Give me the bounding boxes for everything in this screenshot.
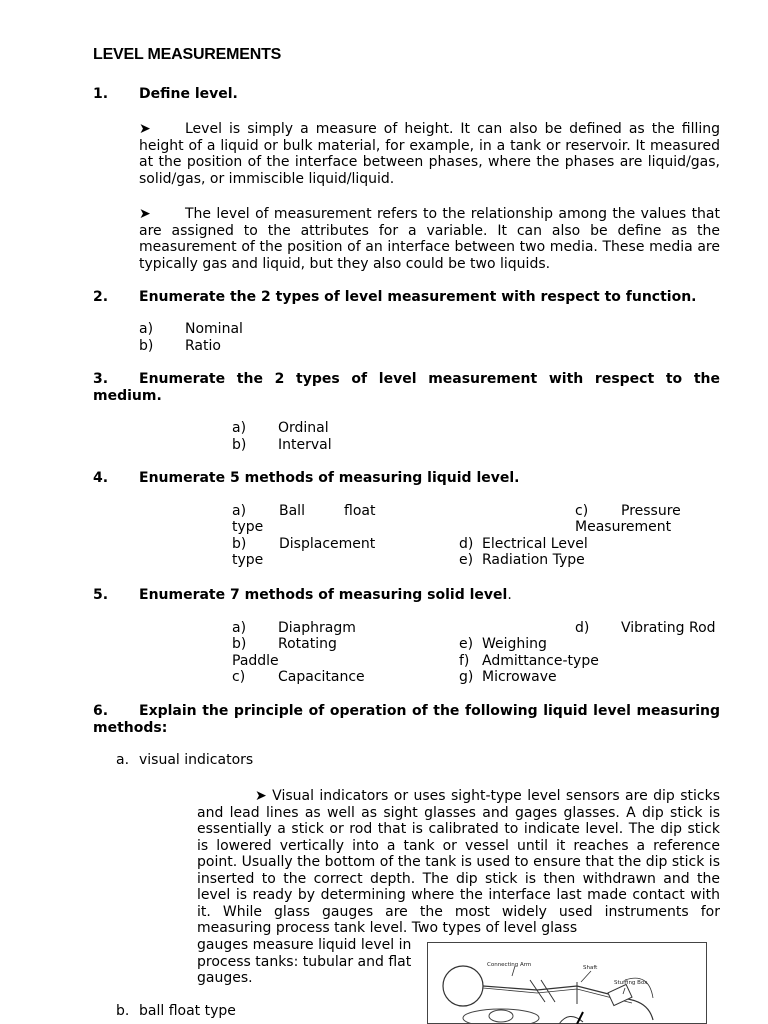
question-text: Enumerate the 2 types of level measurement with respect to function. bbox=[139, 289, 697, 305]
list-item: e) Weighing bbox=[459, 636, 547, 652]
list-item-label: a) bbox=[232, 503, 247, 519]
question-1 bbox=[93, 86, 720, 103]
list-item-text: type bbox=[232, 552, 264, 568]
list-item-text: Displacement bbox=[279, 536, 376, 552]
question-number: 4. bbox=[93, 470, 109, 486]
question-text: Explain the principle of operation of the following liquid level measuring methods: bbox=[93, 703, 720, 736]
question-text: Define level. bbox=[139, 86, 238, 102]
list-item: d) Electrical Level bbox=[459, 536, 588, 552]
list-item: a) Diaphragm bbox=[232, 620, 356, 636]
list-item: g) Microwave bbox=[459, 669, 557, 685]
list-item-text: Vibrating Rod bbox=[621, 620, 716, 636]
list-item-label: d) bbox=[575, 620, 590, 636]
list-item: a) Ordinal bbox=[232, 420, 329, 436]
list-item: e) Radiation Type bbox=[459, 552, 585, 568]
label-shaft: Shaft bbox=[583, 965, 598, 971]
question-2 bbox=[93, 289, 720, 306]
question-number: 2. bbox=[93, 289, 109, 305]
list-item: c) Capacitance bbox=[232, 669, 365, 685]
question-number: 3. bbox=[93, 371, 109, 387]
q6a-paragraph-cont: gauges measure liquid level in process tanks: tubular and flat gauges. bbox=[197, 937, 412, 986]
list-item: b) Ratio bbox=[139, 338, 221, 354]
list-item-text: Ball bbox=[279, 503, 305, 519]
list-item: b) Interval bbox=[232, 437, 332, 453]
arrow-bullet-icon: ➤ bbox=[255, 788, 273, 804]
label-stuffing-box: Stuffing Box bbox=[614, 980, 648, 986]
page-title: LEVEL MEASUREMENTS bbox=[93, 46, 282, 63]
ball-float-diagram bbox=[427, 942, 707, 1024]
label-connecting-arm: Connecting Arm bbox=[487, 962, 532, 968]
q1-bullet-2: ➤ The level of measurement refers to the relationship among the values that are assigned to the attributes for a variable. It can also be define as the measurement of the position of an interface between two media. These media are typically gas and liquid, but they also could be two liquids. bbox=[139, 206, 720, 272]
list-item-label: c) bbox=[575, 503, 589, 519]
arrow-bullet-icon: ➤ bbox=[139, 206, 151, 222]
question-number: 5. bbox=[93, 587, 109, 603]
sub-item-a: a. visual indicators bbox=[116, 752, 254, 768]
question-3 bbox=[93, 371, 720, 405]
question-number: 6. bbox=[93, 703, 109, 719]
question-text: Enumerate the 2 types of level measurement with respect to the medium. bbox=[93, 371, 720, 404]
arrow-bullet-icon: ➤ bbox=[139, 121, 151, 137]
question-6 bbox=[93, 703, 720, 737]
q1-bullet-1: ➤ Level is simply a measure of height. It can also be defined as the filling height of a liquid or bulk material, for example, in a tank or reservoir. It measured at the position of the interface between phases, where the phases are liquid/gas, solid/gas, or immiscible liquid/liquid. bbox=[139, 121, 720, 187]
sub-item-b: b. ball float type bbox=[116, 1003, 236, 1019]
list-item: f) Admittance-type bbox=[459, 653, 599, 669]
list-item: a) Nominal bbox=[139, 321, 243, 337]
q6a-paragraph: ➤ Visual indicators or uses sight-type level sensors are dip sticks and lead lines as well as sight glasses and gages glasses. A dip stick is essentially a stick or rod that is calibrated to indicate level. The dip stick is lowered vertically into a tank or vessel until it reaches a reference point. Usually the bottom of the tank is used to ensure that the dip stick is inserted to the correct depth. The dip stick is then withdrawn and the level is ready by determining where the interface last made contact with it. While glass gauges are the most widely used instruments for measuring process tank level. Two types of level glass bbox=[197, 788, 720, 936]
float-ball bbox=[443, 966, 483, 1006]
question-text: Enumerate 5 methods of measuring liquid level. bbox=[139, 470, 520, 486]
list-item-text: float bbox=[344, 503, 376, 519]
list-item: b) Rotating bbox=[232, 636, 337, 652]
list-item-text: Measurement bbox=[575, 519, 672, 535]
list-item-text: Paddle bbox=[232, 653, 279, 669]
question-5: 5. Enumerate 7 methods of measuring solid level. bbox=[93, 587, 512, 603]
question-number: 1. bbox=[93, 86, 109, 102]
question-text: Enumerate 7 methods of measuring solid level bbox=[139, 587, 508, 603]
list-item-label: b) bbox=[232, 536, 247, 552]
list-item-text: type bbox=[232, 519, 264, 535]
list-item-text: Pressure bbox=[621, 503, 681, 519]
question-4 bbox=[93, 470, 720, 487]
